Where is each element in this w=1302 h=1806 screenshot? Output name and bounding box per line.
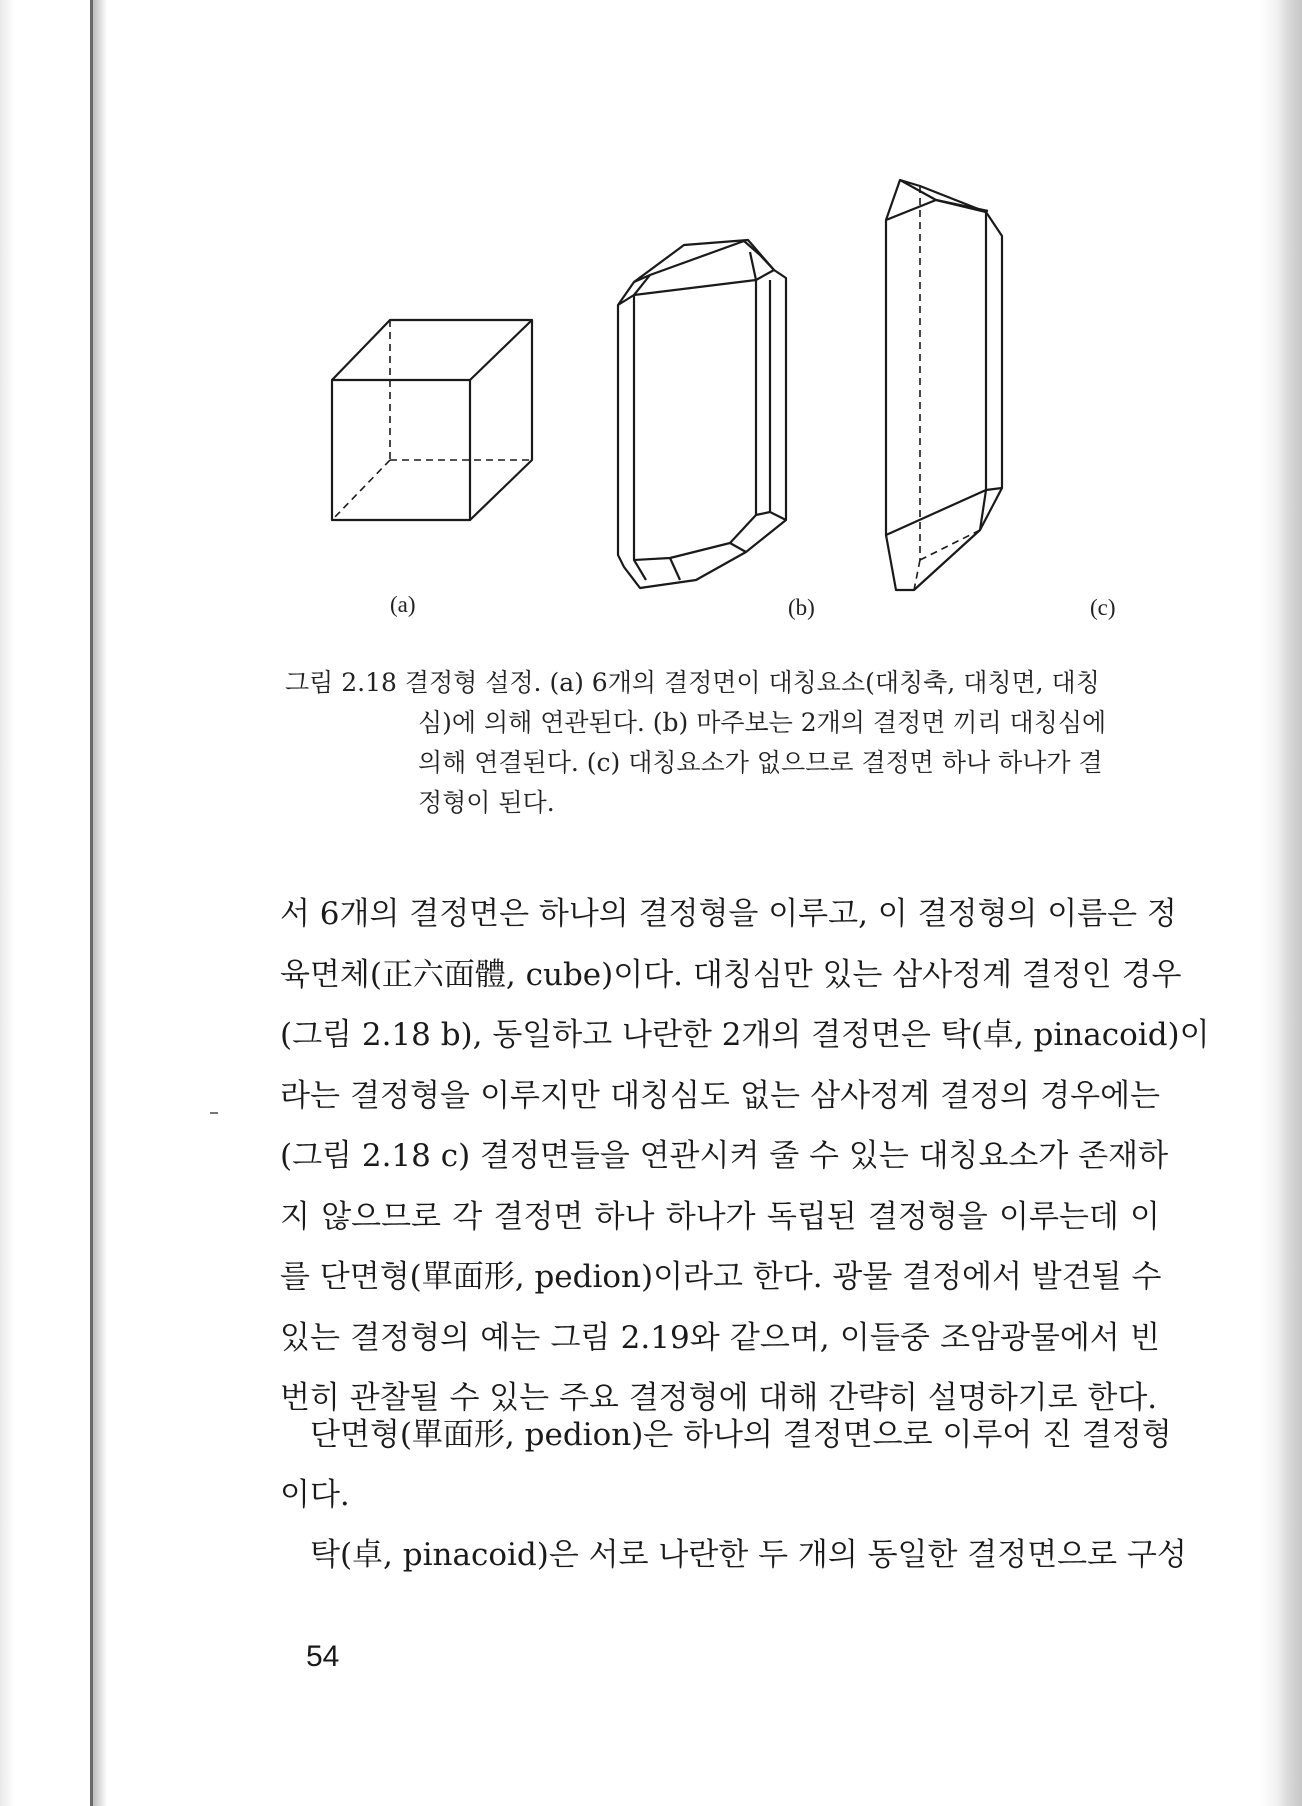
crystal-drawings — [300, 170, 1160, 630]
figure-label-a: (a) — [390, 592, 416, 617]
page-number: 54 — [306, 1640, 340, 1673]
figure-label-b: (b) — [788, 595, 815, 620]
body-line: 라는 결정형을 이루지만 대칭심도 없는 삼사정계 결정의 경우에는 — [280, 1077, 1160, 1114]
caption-line: 그림 2.18 결정형 설정. (a) 6개의 결정면이 대칭요소(대칭축, 대칭면, 대칭 — [285, 668, 1100, 697]
body-line: 탁(卓, pinacoid)은 서로 나란한 두 개의 동일한 결정면으로 구성 — [310, 1537, 1187, 1573]
body-line: 서 6개의 결정면은 하나의 결정형을 이루고, 이 결정형의 이름은 정 — [280, 896, 1177, 932]
page-gutter-shadow — [93, 0, 107, 1806]
body-line: 이다. — [280, 1477, 350, 1513]
body-line: 있는 결정형의 예는 그림 2.19와 같으며, 이들중 조암광물에서 빈 — [280, 1319, 1160, 1356]
pinacoid-crystal-drawing — [618, 240, 786, 588]
pedion-crystal-drawing — [886, 180, 1002, 590]
caption-line: 심)에 의해 연관된다. (b) 마주보는 2개의 결정면 끼리 대칭심에 — [418, 708, 1107, 737]
page-right-shade — [1278, 0, 1302, 1806]
margin-mark — [210, 1112, 218, 1114]
body-line: (그림 2.18 c) 결정면들을 연관시켜 줄 수 있는 대칭요소가 존재하 — [280, 1138, 1169, 1174]
cube-drawing — [332, 320, 532, 520]
body-line: 를 단면형(單面形, pedion)이라고 한다. 광물 결정에서 발견될 수 — [280, 1259, 1162, 1295]
figure-label-c: (c) — [1090, 595, 1116, 620]
definitions-paragraph — [280, 1405, 1187, 1585]
body-paragraph — [280, 884, 1210, 1429]
crystal-figure — [300, 170, 1160, 630]
caption-line: 의해 연결된다. (c) 대칭요소가 없으므로 결정면 하나 하나가 결 — [418, 748, 1103, 777]
body-line: 육면체(正六面體, cube)이다. 대칭심만 있는 삼사정계 결정인 경우 — [280, 956, 1182, 993]
caption-line: 정형이 된다. — [418, 788, 555, 817]
figure-caption — [285, 663, 1160, 823]
body-line: 지 않으므로 각 결정면 하나 하나가 독립된 결정형을 이루는데 이 — [280, 1198, 1160, 1235]
body-line: 번히 관찰될 수 있는 주요 결정형에 대해 간략히 설명하기로 한다. — [280, 1380, 1158, 1416]
body-line: 단면형(單面形, pedion)은 하나의 결정면으로 이루어 진 결정형 — [310, 1417, 1172, 1453]
body-line: (그림 2.18 b), 동일하고 나란한 2개의 결정면은 탁(卓, pinacoid)이 — [280, 1017, 1210, 1053]
